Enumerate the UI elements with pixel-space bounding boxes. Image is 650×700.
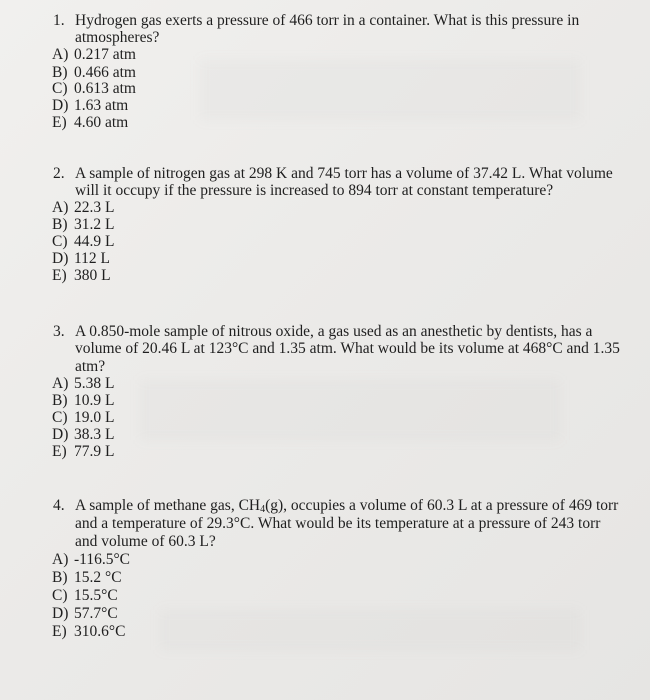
answer-option[interactable]: [52, 97, 128, 114]
option-letter: A): [52, 375, 69, 392]
option-text: 5.38 L: [74, 375, 115, 392]
option-text: 15.2 °C: [74, 569, 122, 586]
option-text: 77.9 L: [74, 443, 115, 460]
option-text: 112 L: [74, 250, 111, 267]
option-text: 0.466 atm: [74, 64, 136, 81]
option-letter: A): [52, 551, 69, 568]
option-letter: E): [52, 267, 67, 284]
show-through-shading: [140, 380, 560, 440]
option-letter: B): [52, 216, 68, 233]
option-letter: A): [52, 199, 69, 216]
option-text: 44.9 L: [74, 233, 115, 250]
answer-option[interactable]: [52, 392, 114, 409]
option-letter: B): [52, 569, 68, 586]
option-text: 10.9 L: [74, 392, 115, 409]
option-letter: D): [52, 250, 69, 267]
answer-option[interactable]: [52, 605, 118, 622]
question-text: A 0.850-mole sample of nitrous oxide, a gas used as an anesthetic by dentists, has a: [75, 323, 593, 340]
option-text: -116.5°C: [74, 551, 130, 568]
answer-option[interactable]: [52, 267, 111, 284]
subscript: 4: [260, 504, 266, 515]
question-text: and a temperature of 29.3°C. What would be its temperature at a pressure of 243 torr: [75, 515, 601, 532]
answer-option[interactable]: [52, 587, 118, 604]
answer-option[interactable]: [52, 409, 114, 426]
option-text: 380 L: [74, 267, 111, 284]
option-letter: D): [52, 605, 69, 622]
option-text: 0.613 atm: [74, 80, 136, 97]
answer-option[interactable]: [52, 114, 128, 131]
question-number: 2.: [53, 165, 65, 182]
option-letter: E): [52, 114, 67, 131]
answer-option[interactable]: [52, 216, 114, 233]
option-text: 15.5°C: [74, 587, 118, 604]
question-text-part: A sample of methane gas, CH: [75, 497, 261, 514]
answer-option[interactable]: [52, 443, 114, 460]
question-number: 3.: [53, 323, 65, 340]
answer-option[interactable]: [52, 46, 136, 63]
answer-option[interactable]: [52, 426, 114, 443]
option-text: 57.7°C: [74, 605, 118, 622]
question-text: will it occupy if the pressure is increased to 894 torr at constant temperature?: [75, 182, 554, 199]
question-text-part: (g), occupies a volume of 60.3 L at a pressure of 469 torr: [265, 497, 619, 514]
show-through-shading: [160, 610, 580, 650]
question-number: 4.: [53, 497, 65, 514]
option-text: 0.217 atm: [74, 46, 136, 63]
question-number: 1.: [53, 12, 65, 29]
show-through-shading: [200, 60, 580, 120]
answer-option[interactable]: [52, 375, 114, 392]
answer-option[interactable]: [52, 250, 110, 267]
option-text: 31.2 L: [74, 216, 115, 233]
option-text: 19.0 L: [74, 409, 115, 426]
question-text: volume of 20.46 L at 123°C and 1.35 atm. What would be its volume at 468°C and 1.35: [75, 340, 620, 357]
option-letter: C): [52, 80, 68, 97]
option-text: 1.63 atm: [74, 97, 129, 114]
option-letter: A): [52, 46, 69, 63]
question-text: atmospheres?: [75, 29, 160, 46]
option-text: 22.3 L: [74, 199, 115, 216]
option-letter: D): [52, 426, 69, 443]
option-text: 38.3 L: [74, 426, 115, 443]
option-letter: C): [52, 587, 68, 604]
answer-option[interactable]: [52, 80, 136, 97]
answer-option[interactable]: [52, 233, 114, 250]
option-letter: E): [52, 443, 67, 460]
option-text: 310.6°C: [74, 623, 126, 640]
option-letter: B): [52, 392, 68, 409]
option-letter: B): [52, 64, 68, 81]
answer-option[interactable]: [52, 64, 136, 81]
option-letter: E): [52, 623, 67, 640]
option-letter: D): [52, 97, 69, 114]
answer-option[interactable]: [52, 199, 114, 216]
answer-option[interactable]: [52, 551, 130, 568]
answer-option[interactable]: [52, 623, 125, 640]
option-letter: C): [52, 409, 68, 426]
answer-option[interactable]: [52, 569, 122, 586]
option-text: 4.60 atm: [74, 114, 129, 131]
option-letter: C): [52, 233, 68, 250]
question-text: Hydrogen gas exerts a pressure of 466 torr in a container. What is this pressure in: [75, 12, 580, 29]
question-text: and volume of 60.3 L?: [75, 533, 216, 550]
question-text: A sample of nitrogen gas at 298 K and 745 torr has a volume of 37.42 L. What volume: [75, 165, 613, 182]
question-text: atm?: [75, 358, 106, 375]
